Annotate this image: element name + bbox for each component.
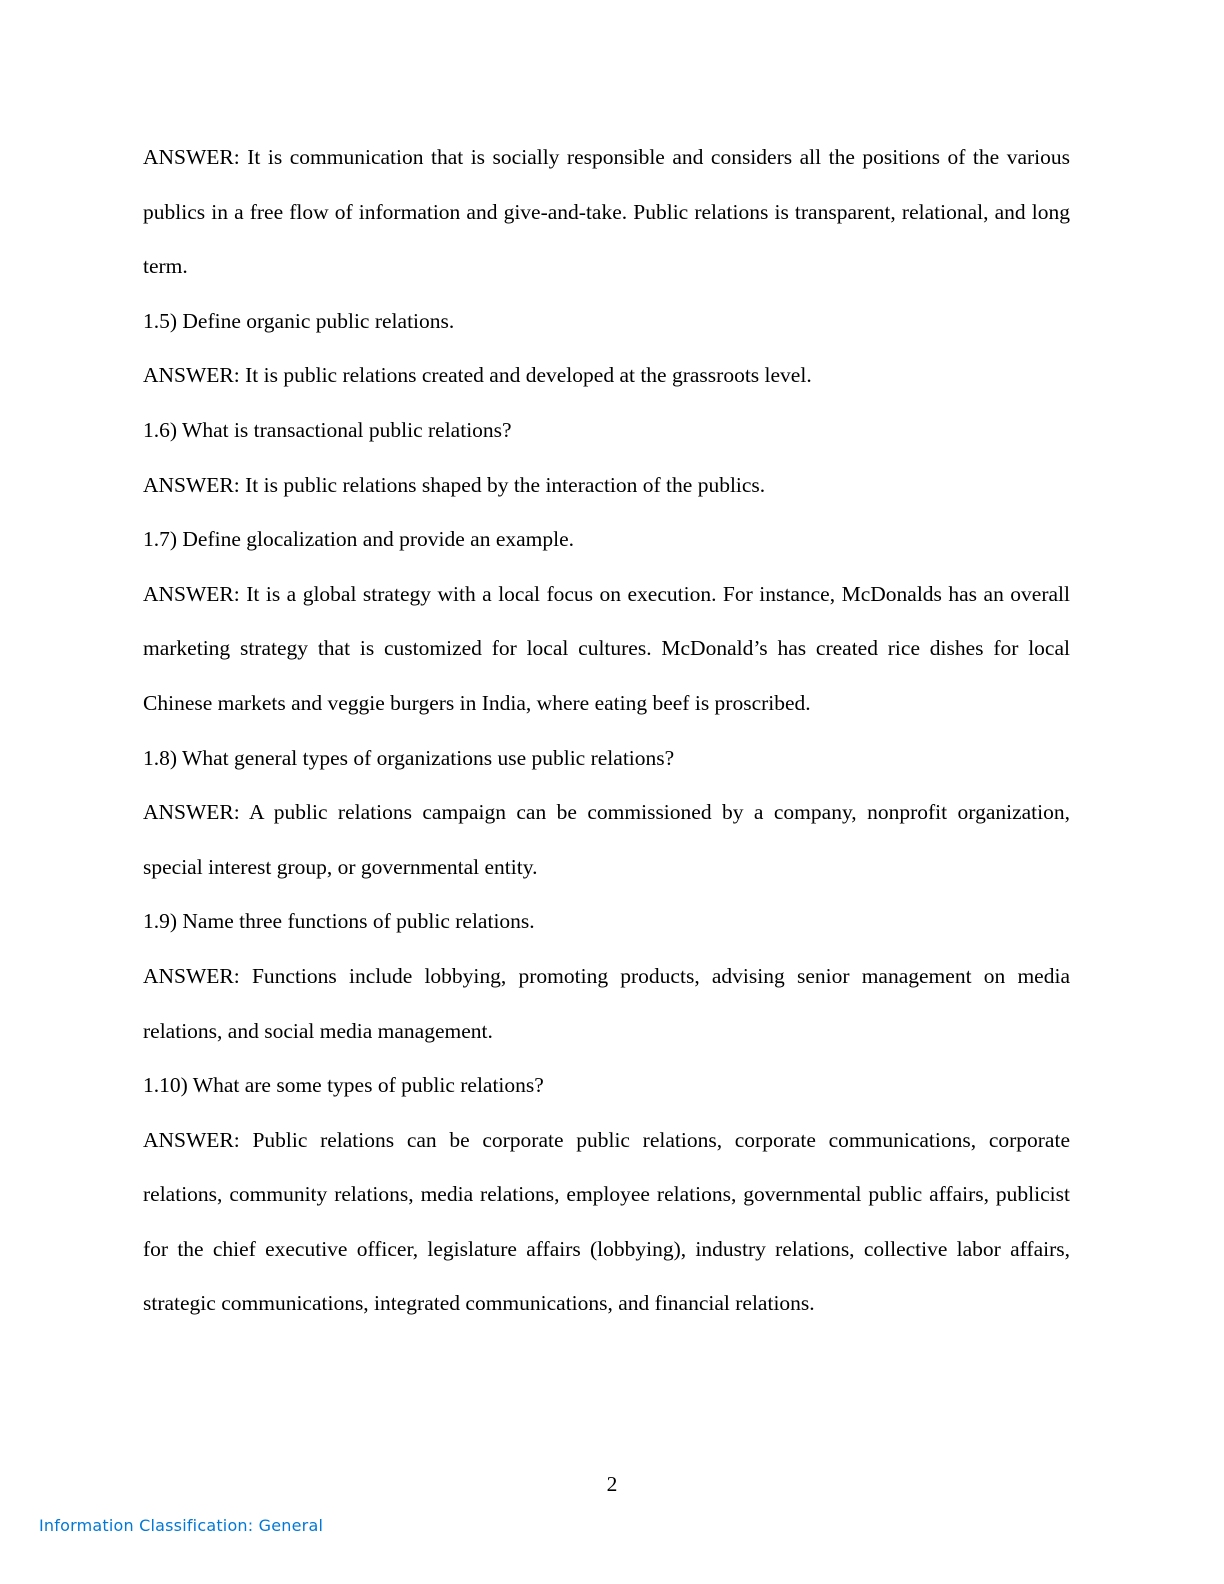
answer-paragraph: ANSWER: Functions include lobbying, promoting products, advising senior management on media relations, and social media management.: [143, 963, 1070, 1043]
answer-paragraph: ANSWER: It is public relations shaped by the interaction of the publics.: [143, 472, 766, 497]
document-body: [143, 130, 1070, 1331]
answer-paragraph: ANSWER: It is communication that is socially responsible and considers all the positions of the various publics in a free flow of information and give-and-take. Public relations is transparent, relational, and long term.: [143, 145, 1070, 279]
answer-paragraph: ANSWER: A public relations campaign can be commissioned by a company, nonprofit organization, special interest group, or governmental entity.: [143, 800, 1070, 879]
question-paragraph: 1.10) What are some types of public relations?: [143, 1073, 544, 1098]
question-paragraph: 1.9) Name three functions of public relations.: [143, 909, 535, 934]
classification-label: Information Classification: General: [39, 1516, 324, 1535]
answer-paragraph: ANSWER: It is a global strategy with a local focus on execution. For instance, McDonalds has an overall marketing strategy that is customized for local cultures. McDonald’s has created rice dishes for local Chinese markets and veggie burgers in India, where eating beef is proscribed.: [143, 581, 1070, 715]
answer-paragraph: ANSWER: It is public relations created and developed at the grassroots level.: [143, 363, 812, 388]
question-paragraph: 1.5) Define organic public relations.: [143, 308, 455, 333]
question-paragraph: 1.8) What general types of organizations use public relations?: [143, 745, 675, 770]
answer-paragraph: ANSWER: Public relations can be corporate public relations, corporate communications, corporate relations, community relations, media relations, employee relations, governmental public affairs, publicist for the chief executive officer, legislature affairs (lobbying), industry relations, collective labor affairs, strategic communications, integrated communications, and financial relations.: [143, 1127, 1070, 1316]
page-number: 2: [606, 1472, 618, 1496]
question-paragraph: 1.7) Define glocalization and provide an example.: [143, 527, 575, 552]
question-paragraph: 1.6) What is transactional public relations?: [143, 417, 512, 442]
